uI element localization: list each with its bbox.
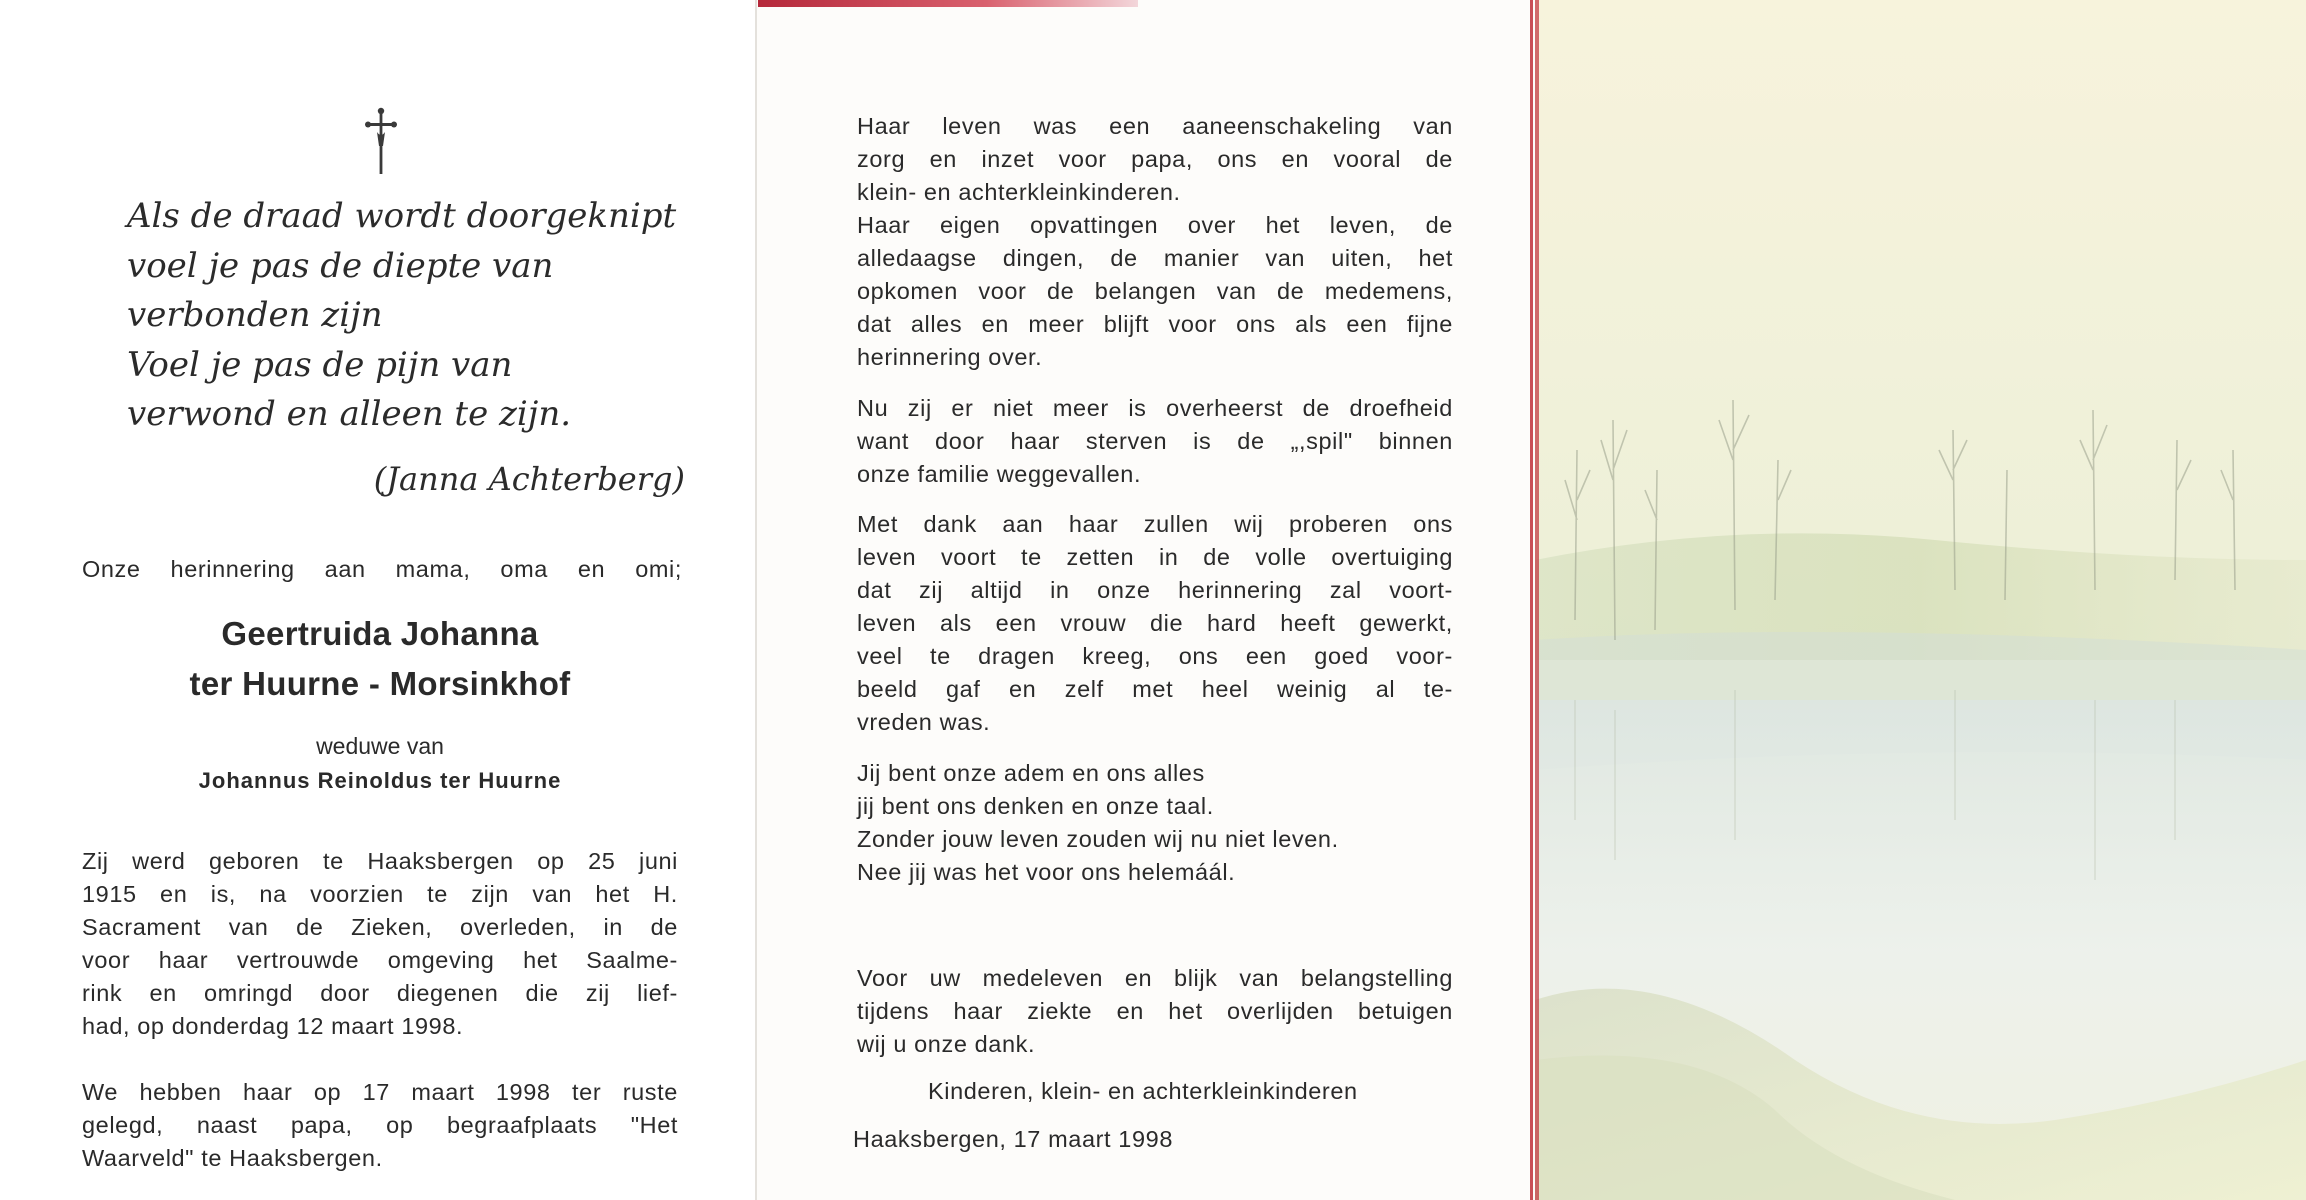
signature: Kinderen, klein- en achterkleinkinderen bbox=[928, 1078, 1358, 1104]
gratitude-paragraph bbox=[857, 508, 1453, 739]
poem bbox=[127, 192, 687, 440]
text-line: alledaagse dingen, de manier van uiten, het bbox=[857, 245, 1453, 271]
text-line: rink en omringd door diegenen die zij lief- bbox=[82, 980, 678, 1006]
grief-paragraph bbox=[857, 392, 1453, 491]
red-edge-strip bbox=[758, 0, 1138, 7]
text-line: Zonder jouw leven zouden wij nu niet leven. bbox=[857, 826, 1339, 852]
text-line: dat zij altijd in onze herinnering zal voort- bbox=[857, 577, 1453, 603]
poem-line: voel je pas de diepte van bbox=[127, 245, 554, 286]
text-line: vreden was. bbox=[857, 709, 991, 735]
husband-name: Johannus Reinoldus ter Huurne bbox=[198, 768, 562, 793]
text-line: dat alles en meer blijft voor ons als een fijne bbox=[857, 311, 1453, 337]
text-line: tijdens haar ziekte en het overlijden betuigen bbox=[857, 998, 1453, 1024]
landscape-image bbox=[1535, 0, 2306, 1200]
place-date: Haaksbergen, 17 maart 1998 bbox=[853, 1126, 1173, 1152]
text-line: leven voort te zetten in de volle overtuiging bbox=[857, 544, 1453, 570]
biography-paragraph bbox=[82, 845, 678, 1043]
text-line: leven als een vrouw die hard heeft gewerkt, bbox=[857, 610, 1453, 636]
text-line: had, op donderdag 12 maart 1998. bbox=[82, 1013, 464, 1039]
text-line: jij bent ons denken en onze taal. bbox=[857, 793, 1214, 819]
burial-paragraph bbox=[82, 1076, 678, 1175]
text-line: beeld gaf en zelf met heel weinig al te- bbox=[857, 676, 1453, 702]
text-line: Haar eigen opvattingen over het leven, de bbox=[857, 212, 1453, 238]
text-line: want door haar sterven is de „,spil" binnen bbox=[857, 428, 1453, 454]
text-line: voor haar vertrouwde omgeving het Saalme- bbox=[82, 947, 678, 973]
text-line: gelegd, naast papa, op begraafplaats "Het bbox=[82, 1112, 678, 1138]
thanks-paragraph bbox=[857, 962, 1453, 1061]
text-line: 1915 en is, na voorzien te zijn van het H. bbox=[82, 881, 678, 907]
text-line: Waarveld" te Haaksbergen. bbox=[82, 1145, 383, 1171]
text-line: veel te dragen kreeg, ons een goed voor- bbox=[857, 643, 1453, 669]
text-line: zorg en inzet voor papa, ons en vooral de bbox=[857, 146, 1453, 172]
text-line: Nee jij was het voor ons helemáál. bbox=[857, 859, 1236, 885]
life-paragraph bbox=[857, 110, 1453, 374]
text-line: Met dank aan haar zullen wij proberen ons bbox=[857, 511, 1453, 537]
text-line: Voor uw medeleven en blijk van belangstelling bbox=[857, 965, 1453, 991]
cross-icon bbox=[363, 106, 399, 176]
text-line: Jij bent onze adem en ons alles bbox=[857, 760, 1205, 786]
poem-line: verwond en alleen te zijn. bbox=[127, 394, 572, 434]
text-line: wij u onze dank. bbox=[857, 1031, 1036, 1057]
text-line: Nu zij er niet meer is overheerst de droefheid bbox=[857, 395, 1453, 421]
poem-line: Als de draad wordt doorgeknipt bbox=[127, 196, 677, 236]
text-line: onze familie weggevallen. bbox=[857, 461, 1142, 487]
deceased-surname: ter Huurne - Morsinkhof bbox=[189, 665, 571, 702]
poem-line: verbonden zijn bbox=[127, 295, 383, 335]
text-line: herinnering over. bbox=[857, 344, 1043, 370]
text-line: Zij werd geboren te Haaksbergen op 25 juni bbox=[82, 848, 678, 874]
poem-author: (Janna Achterberg) bbox=[373, 460, 685, 498]
widow-label: weduwe van bbox=[316, 733, 444, 759]
card-red-edge bbox=[1530, 0, 1533, 1200]
text-line: opkomen voor de belangen van de medemens, bbox=[857, 278, 1453, 304]
poem-line: Voel je pas de pijn van bbox=[127, 344, 513, 385]
text-line: Haar leven was een aaneenschakeling van bbox=[857, 113, 1453, 139]
intro-text: Onze herinnering aan mama, oma en omi; bbox=[82, 556, 682, 582]
landscape-illustration bbox=[1535, 0, 2306, 1200]
text-line: Sacrament van de Zieken, overleden, in de bbox=[82, 914, 678, 940]
verse-paragraph bbox=[857, 757, 1453, 889]
text-line: klein- en achterkleinkinderen. bbox=[857, 179, 1181, 205]
text-line: We hebben haar op 17 maart 1998 ter ruste bbox=[82, 1079, 678, 1105]
deceased-name: Geertruida Johanna bbox=[221, 615, 539, 652]
